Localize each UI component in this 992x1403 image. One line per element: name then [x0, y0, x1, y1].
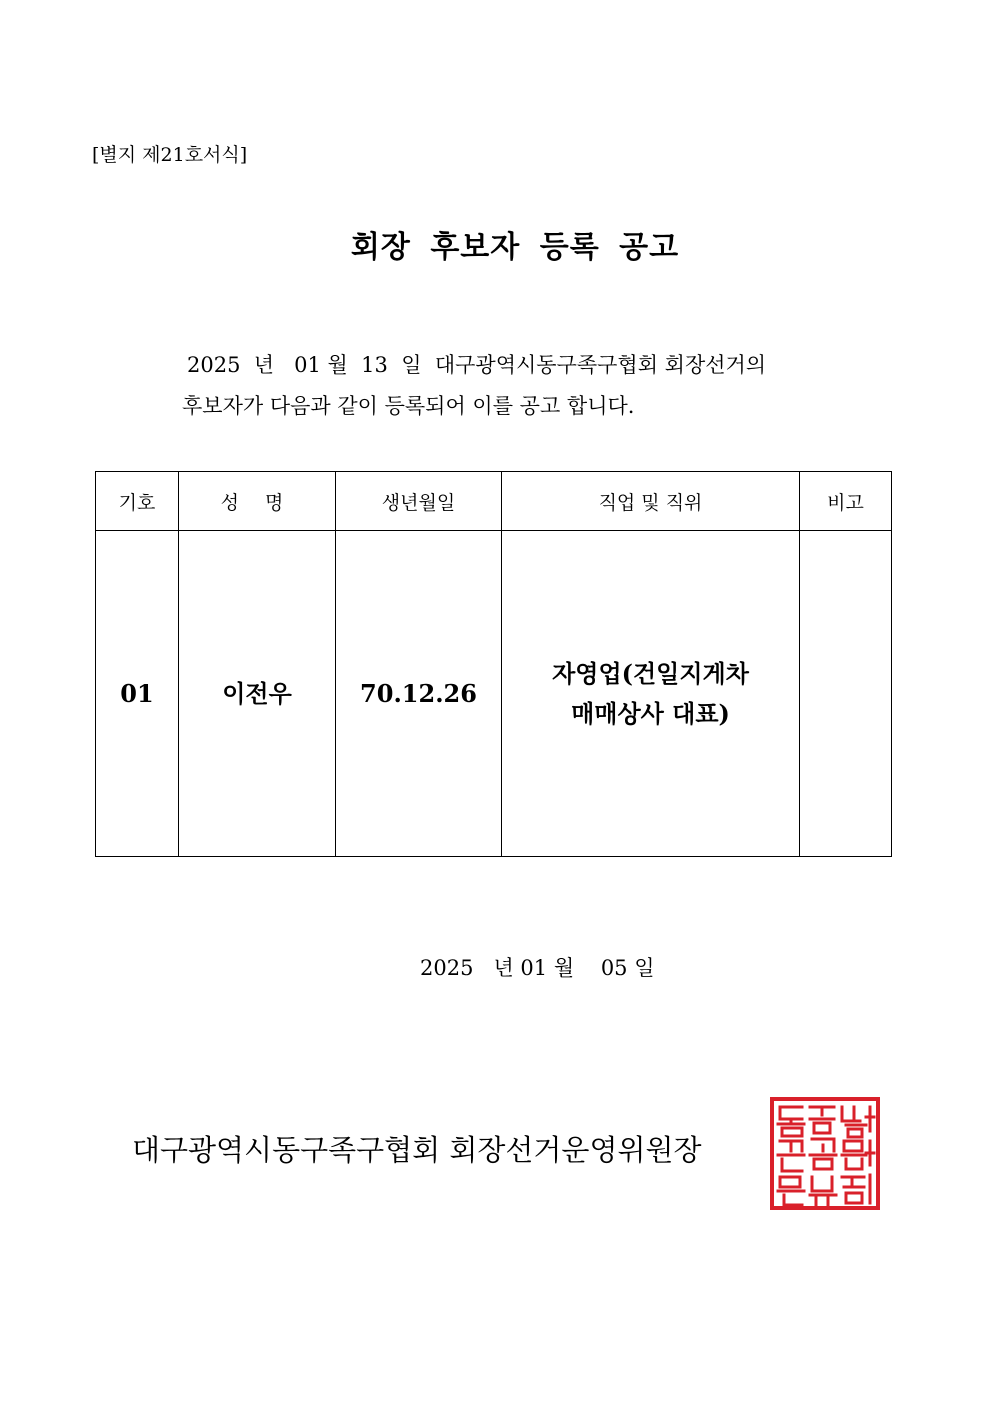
intro-line-2: 후보자가 다음과 같이 등록되어 이를 공고 합니다.: [182, 394, 635, 418]
form-label: [별지 제21호서식]: [92, 144, 248, 166]
signer-name: 대구광역시동구족구협회 회장선거운영위원장: [132, 1133, 702, 1167]
announce-date: 2025 년 01 월 05 일: [420, 956, 655, 980]
header-birth: 생년월일: [336, 472, 502, 531]
cell-birth: 70.12.26: [336, 531, 502, 857]
cell-number: 01: [96, 531, 179, 857]
header-name: 성 명: [179, 472, 336, 531]
cell-name: 이전우: [179, 531, 336, 857]
cell-job: [502, 531, 800, 857]
table-header-row: [96, 472, 892, 531]
table-row: [96, 531, 892, 857]
intro-line-1: 2025 년 01 월 13 일 대구광역시동구족구협회 회장선거의: [187, 353, 767, 377]
document-title: 회장 후보자 등록 공고: [350, 230, 680, 265]
header-number: 기호: [96, 472, 179, 531]
cell-note: [800, 531, 892, 857]
candidate-table: [95, 471, 892, 857]
cell-job-line-1: 자영업(건일지게차: [552, 658, 749, 688]
header-note: 비고: [800, 472, 892, 531]
intro-paragraph: [182, 345, 902, 427]
official-seal-icon: [770, 1097, 880, 1210]
header-job: 직업 및 직위: [502, 472, 800, 531]
cell-job-line-2: 매매상사 대표): [571, 698, 730, 728]
